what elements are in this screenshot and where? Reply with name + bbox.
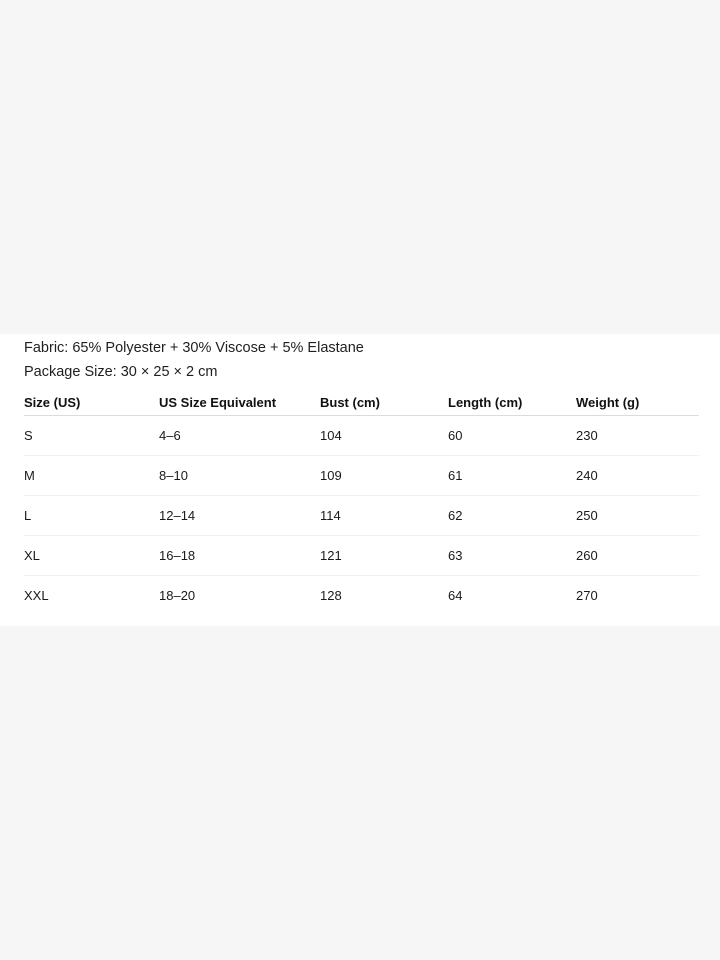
cell-length: 60 xyxy=(448,416,576,456)
cell-length: 64 xyxy=(448,588,463,603)
cell-weight: 260 xyxy=(576,536,699,576)
cell-us-equivalent: 4–6 xyxy=(159,416,320,456)
package-size: Package Size: 30 × 25 × 2 cm xyxy=(24,364,218,380)
cell-length: 61 xyxy=(448,456,576,496)
product-details-panel xyxy=(0,334,720,626)
header-size-us: Size (US) xyxy=(24,390,159,416)
header-row xyxy=(24,390,699,416)
fabric-composition: Fabric: 65% Polyester + 30% Viscose + 5% Elastane xyxy=(24,340,364,356)
cell-bust: 109 xyxy=(320,456,448,496)
cell-weight: 250 xyxy=(576,496,699,536)
cell-size: S xyxy=(24,416,159,456)
size-chart-body xyxy=(24,416,699,616)
cell-size: XL xyxy=(24,536,159,576)
header-length: Length (cm) xyxy=(448,390,576,416)
cell-us-equivalent: 8–10 xyxy=(159,456,320,496)
table-row xyxy=(24,576,699,616)
cell-us-equivalent: 18–20 xyxy=(159,588,196,603)
header-us-size-equivalent: US Size Equivalent xyxy=(159,390,320,416)
cell-bust: 104 xyxy=(320,416,448,456)
cell-size: M xyxy=(24,456,159,496)
table-row xyxy=(24,456,699,496)
table-row xyxy=(24,536,699,576)
cell-size: XXL xyxy=(24,588,49,603)
cell-us-equivalent: 12–14 xyxy=(159,496,320,536)
cell-weight: 230 xyxy=(576,416,699,456)
cell-length: 63 xyxy=(448,536,576,576)
table-row xyxy=(24,416,699,456)
cell-size: L xyxy=(24,496,159,536)
cell-weight: 270 xyxy=(576,588,598,603)
header-bust: Bust (cm) xyxy=(320,390,448,416)
cell-bust: 121 xyxy=(320,536,448,576)
cell-length: 62 xyxy=(448,496,576,536)
cell-weight: 240 xyxy=(576,456,699,496)
cell-bust: 114 xyxy=(320,496,448,536)
size-chart-table xyxy=(24,390,699,615)
cell-bust: 128 xyxy=(320,588,342,603)
header-weight: Weight (g) xyxy=(576,390,699,416)
table-row xyxy=(24,496,699,536)
size-chart-header xyxy=(24,390,699,416)
cell-us-equivalent: 16–18 xyxy=(159,536,320,576)
